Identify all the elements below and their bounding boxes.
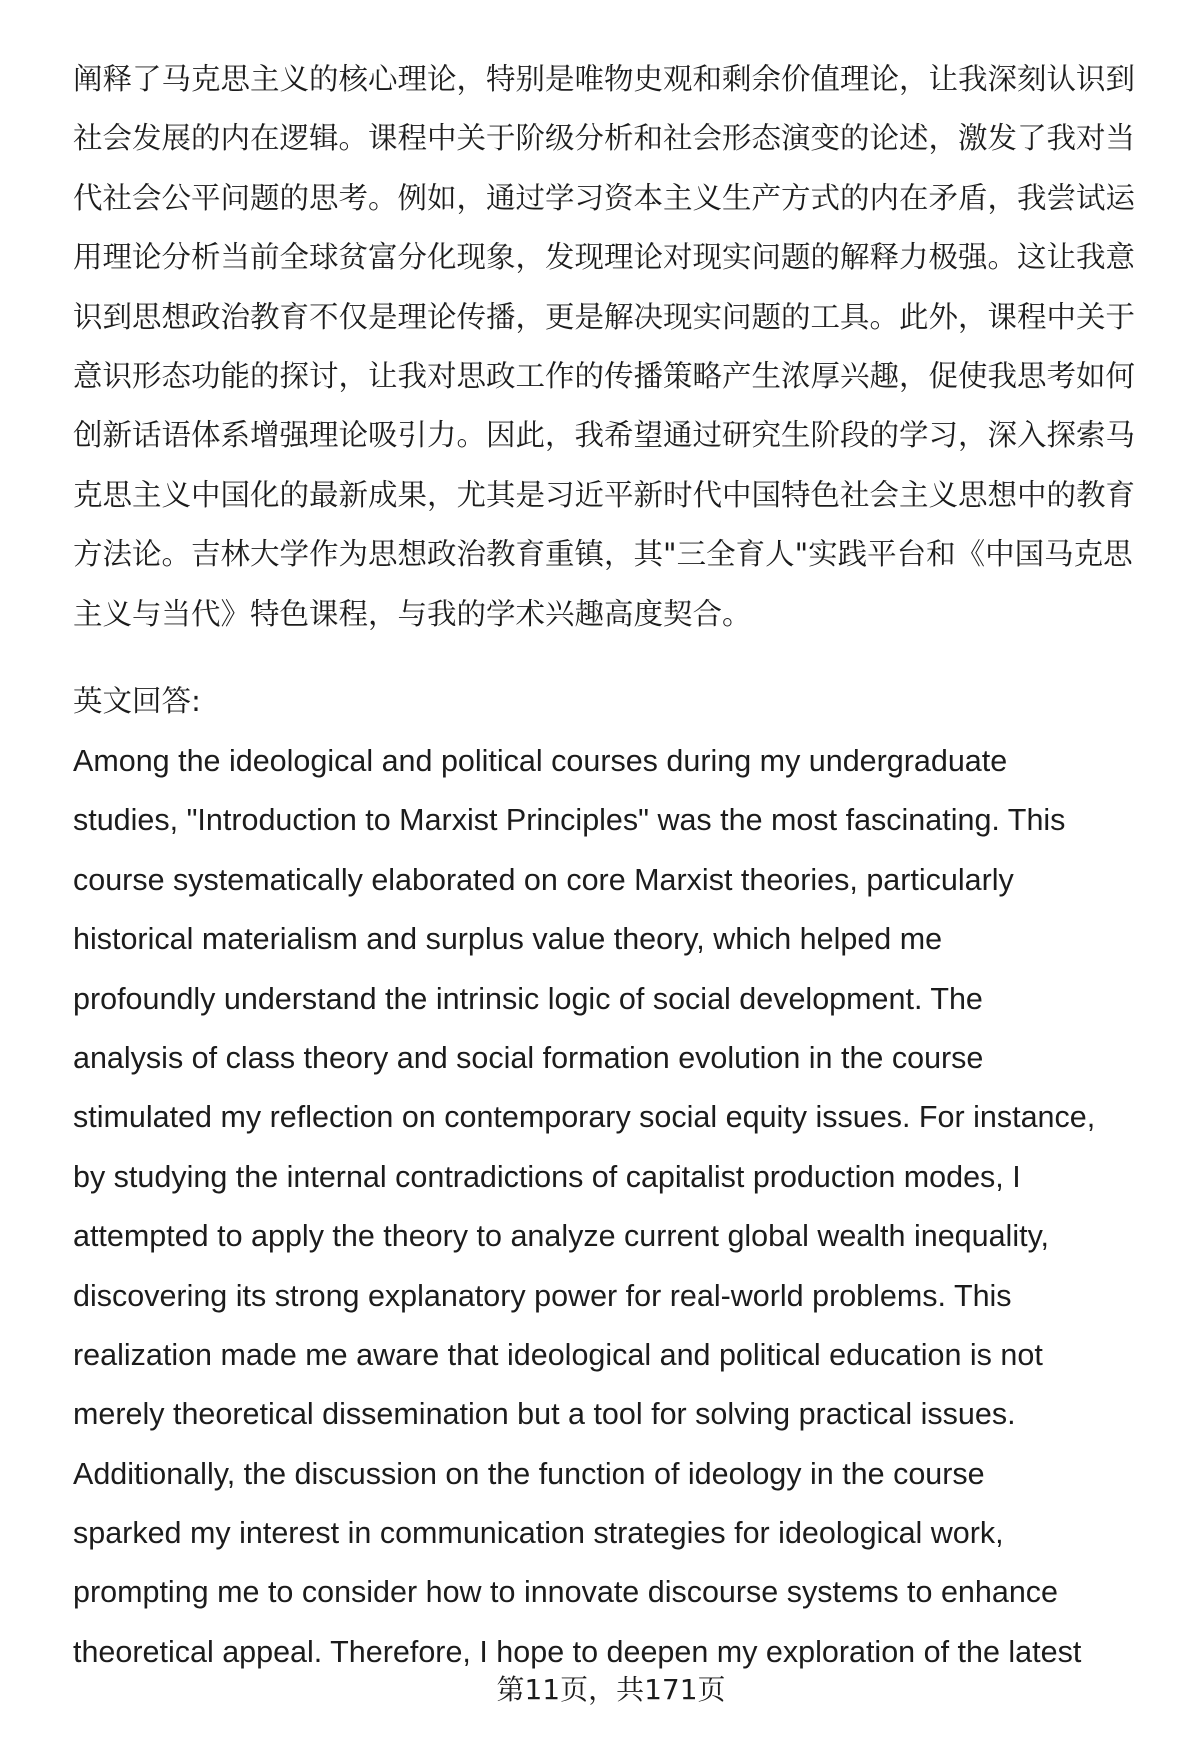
- chinese-answer-line: 社会发展的内在逻辑。课程中关于阶级分析和社会形态演变的论述，激发了我对当: [73, 121, 1136, 156]
- english-answer-line: by studying the internal contradictions of capitalist production modes, I: [73, 1159, 1021, 1194]
- english-answer-line: attempted to apply the theory to analyze current global wealth inequality,: [73, 1219, 1050, 1254]
- chinese-answer-line: 克思主义中国化的最新成果，尤其是习近平新时代中国特色社会主义思想中的教育: [73, 477, 1136, 512]
- chinese-answer-line: 用理论分析当前全球贫富分化现象，发现理论对现实问题的解释力极强。这让我意: [73, 240, 1136, 275]
- english-answer-line: profoundly understand the intrinsic logic of social development. The: [73, 981, 983, 1016]
- english-answer-line: analysis of class theory and social formation evolution in the course: [73, 1040, 984, 1075]
- chinese-answer-line: 方法论。吉林大学作为思想政治教育重镇，其"三全育人"实践平台和《中国马克思: [73, 537, 1133, 572]
- english-answer-line: historical materialism and surplus value theory, which helped me: [73, 922, 943, 957]
- english-answer-line: stimulated my reflection on contemporary social equity issues. For instance,: [73, 1100, 1096, 1135]
- chinese-answer-line: 创新话语体系增强理论吸引力。因此，我希望通过研究生阶段的学习，深入探索马: [73, 418, 1136, 453]
- english-answer-line: realization made me aware that ideological and political education is not: [73, 1337, 1043, 1372]
- english-answer-line: studies, "Introduction to Marxist Principles" was the most fascinating. This: [73, 803, 1066, 838]
- chinese-answer-line: 意识形态功能的探讨，让我对思政工作的传播策略产生浓厚兴趣，促使我思考如何: [73, 358, 1136, 393]
- chinese-answer-line: 识到思想政治教育不仅是理论传播，更是解决现实问题的工具。此外，课程中关于: [73, 299, 1136, 334]
- page-number-footer: 第11页，共171页: [496, 1673, 726, 1706]
- english-answer-line: Additionally, the discussion on the function of ideology in the course: [73, 1456, 985, 1491]
- chinese-answer-line: 主义与当代》特色课程，与我的学术兴趣高度契合。: [73, 596, 752, 631]
- chinese-answer-line: 代社会公平问题的思考。例如，通过学习资本主义生产方式的内在矛盾，我尝试运: [73, 180, 1136, 215]
- english-answer: [73, 732, 1160, 1682]
- chinese-answer: [73, 50, 1160, 644]
- english-answer-heading: 英文回答:: [73, 684, 201, 718]
- english-answer-line: merely theoretical dissemination but a tool for solving practical issues.: [73, 1397, 1016, 1432]
- english-answer-line: discovering its strong explanatory power for real-world problems. This: [73, 1278, 1012, 1313]
- english-answer-line: course systematically elaborated on core Marxist theories, particularly: [73, 862, 1014, 897]
- english-answer-line: theoretical appeal. Therefore, I hope to deepen my exploration of the latest: [73, 1634, 1082, 1669]
- chinese-answer-line: 阐释了马克思主义的核心理论，特别是唯物史观和剩余价值理论，让我深刻认识到: [73, 62, 1136, 96]
- english-answer-line: prompting me to consider how to innovate discourse systems to enhance: [73, 1575, 1058, 1610]
- english-answer-line: Among the ideological and political courses during my undergraduate: [73, 744, 1008, 778]
- english-answer-line: sparked my interest in communication strategies for ideological work,: [73, 1516, 1004, 1551]
